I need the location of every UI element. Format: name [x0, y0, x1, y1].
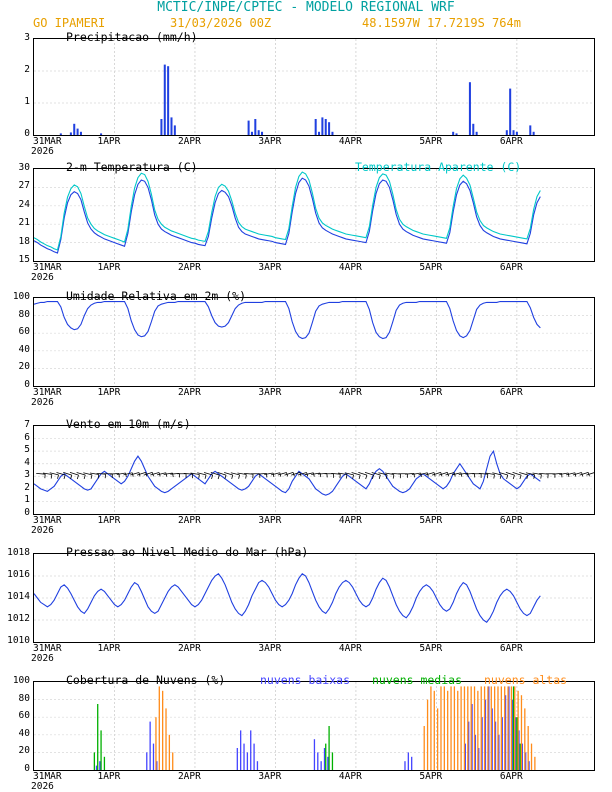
- y-tick-label: 0: [24, 507, 30, 518]
- y-tick-label: 21: [18, 217, 30, 229]
- x-tick-label: 1APR: [97, 262, 121, 273]
- panel-pressure-title: Pressao ao Nivel Medio do Mar (hPa): [66, 545, 309, 559]
- y-tick-label: 0: [24, 763, 30, 774]
- panel-precipitation: [33, 38, 595, 136]
- y-tick-label: 7: [24, 419, 30, 430]
- y-tick-label: 1016: [7, 569, 30, 580]
- x-tick-label: 2APR: [177, 643, 201, 654]
- y-tick-label: 1: [24, 494, 30, 506]
- x-tick-label: 1APR: [97, 515, 121, 526]
- x-tick-label: 1APR: [97, 771, 121, 782]
- x-tick-label: 1APR: [97, 643, 121, 654]
- y-tick-label: 1014: [7, 591, 30, 602]
- chart-canvas-0: [34, 39, 594, 135]
- coordinates-label: 48.1597W 17.7219S 764m: [362, 16, 521, 30]
- y-tick-label: 60: [18, 326, 30, 338]
- x-tick-label: 3APR: [258, 515, 282, 526]
- x-tick-label: 5APR: [419, 387, 443, 398]
- panel-temperature: [33, 168, 595, 262]
- y-tick-label: 3: [24, 32, 30, 43]
- x-tick-label: 5APR: [419, 771, 443, 782]
- y-tick-label: 24: [18, 198, 30, 210]
- y-tick-label: 20: [18, 361, 30, 373]
- x-axis-year: 2026: [31, 272, 54, 283]
- x-tick-label: 31MAR: [33, 387, 62, 398]
- x-tick-label: 5APR: [419, 262, 443, 273]
- panel-pressure: [33, 553, 595, 643]
- x-tick-label: 3APR: [258, 771, 282, 782]
- station-label: GO IPAMERI: [33, 16, 106, 30]
- page-title: MCTIC/INPE/CPTEC - MODELO REGIONAL WRF: [157, 0, 455, 15]
- y-tick-label: 40: [18, 343, 30, 355]
- panel-precipitation-title: Precipitacao (mm/h): [66, 30, 198, 44]
- chart-canvas-2: [34, 298, 594, 386]
- legend-mid-clouds: nuvens medias: [372, 673, 463, 687]
- y-tick-label: 1012: [7, 613, 30, 624]
- x-tick-label: 3APR: [258, 136, 282, 147]
- y-tick-label: 60: [18, 710, 30, 722]
- y-tick-label: 4: [24, 456, 30, 468]
- legend-high-clouds: nuvens altas: [484, 673, 568, 687]
- y-tick-label: 3: [24, 469, 30, 481]
- x-axis-year: 2026: [31, 397, 54, 408]
- y-tick-label: 15: [18, 254, 30, 265]
- y-tick-label: 1010: [7, 635, 30, 646]
- y-tick-label: 6: [24, 431, 30, 443]
- x-tick-label: 5APR: [419, 515, 443, 526]
- x-tick-label: 5APR: [419, 643, 443, 654]
- x-tick-label: 2APR: [177, 136, 201, 147]
- x-tick-label: 6APR: [499, 771, 523, 782]
- legend-low-clouds: nuvens baixas: [260, 673, 351, 687]
- x-tick-label: 3APR: [258, 387, 282, 398]
- y-tick-label: 30: [18, 162, 30, 173]
- y-tick-label: 18: [18, 235, 30, 247]
- y-tick-label: 0: [24, 379, 30, 390]
- y-tick-label: 27: [18, 180, 30, 192]
- x-axis-year: 2026: [31, 781, 54, 792]
- x-tick-label: 5APR: [419, 136, 443, 147]
- y-tick-label: 80: [18, 692, 30, 704]
- y-tick-label: 20: [18, 745, 30, 757]
- y-tick-label: 100: [12, 291, 30, 302]
- x-tick-label: 3APR: [258, 262, 282, 273]
- x-tick-label: 6APR: [499, 515, 523, 526]
- panel-clouds: [33, 681, 595, 771]
- x-tick-label: 4APR: [338, 771, 362, 782]
- panel-wind-title: Vento em 10m (m/s): [66, 417, 191, 431]
- x-tick-label: 31MAR: [33, 771, 62, 782]
- x-axis-year: 2026: [31, 146, 54, 157]
- y-tick-label: 1018: [7, 547, 30, 558]
- x-tick-label: 4APR: [338, 643, 362, 654]
- x-tick-label: 1APR: [97, 136, 121, 147]
- panel-humidity: [33, 297, 595, 387]
- x-tick-label: 6APR: [499, 136, 523, 147]
- panel-apparent-temperature-title: Temperatura Aparente (C): [355, 160, 522, 174]
- x-tick-label: 31MAR: [33, 136, 62, 147]
- x-axis-year: 2026: [31, 653, 54, 664]
- x-tick-label: 6APR: [499, 262, 523, 273]
- x-tick-label: 6APR: [499, 387, 523, 398]
- chart-canvas-1: [34, 169, 594, 261]
- x-tick-label: 31MAR: [33, 643, 62, 654]
- x-tick-label: 4APR: [338, 387, 362, 398]
- panel-humidity-title: Umidade Relativa em 2m (%): [66, 289, 247, 303]
- panel-temperature-title: 2-m Temperatura (C): [66, 160, 198, 174]
- chart-canvas-5: [34, 682, 594, 770]
- x-tick-label: 2APR: [177, 262, 201, 273]
- x-tick-label: 6APR: [499, 643, 523, 654]
- chart-canvas-3: [34, 426, 594, 514]
- x-tick-label: 4APR: [338, 515, 362, 526]
- x-tick-label: 2APR: [177, 771, 201, 782]
- x-tick-label: 1APR: [97, 387, 121, 398]
- x-tick-label: 2APR: [177, 515, 201, 526]
- x-tick-label: 31MAR: [33, 515, 62, 526]
- x-tick-label: 4APR: [338, 262, 362, 273]
- y-tick-label: 1: [24, 96, 30, 107]
- panel-wind: [33, 425, 595, 515]
- y-tick-label: 5: [24, 444, 30, 456]
- y-tick-label: 0: [24, 128, 30, 139]
- x-tick-label: 31MAR: [33, 262, 62, 273]
- run-datetime: 31/03/2026 00Z: [170, 16, 272, 30]
- chart-canvas-4: [34, 554, 594, 642]
- y-tick-label: 80: [18, 308, 30, 320]
- x-tick-label: 3APR: [258, 643, 282, 654]
- panel-clouds-title: Cobertura de Nuvens (%): [66, 673, 226, 687]
- y-tick-label: 2: [24, 481, 30, 493]
- x-tick-label: 4APR: [338, 136, 362, 147]
- x-axis-year: 2026: [31, 525, 54, 536]
- y-tick-label: 2: [24, 64, 30, 75]
- x-tick-label: 2APR: [177, 387, 201, 398]
- y-tick-label: 40: [18, 727, 30, 739]
- y-tick-label: 100: [12, 675, 30, 686]
